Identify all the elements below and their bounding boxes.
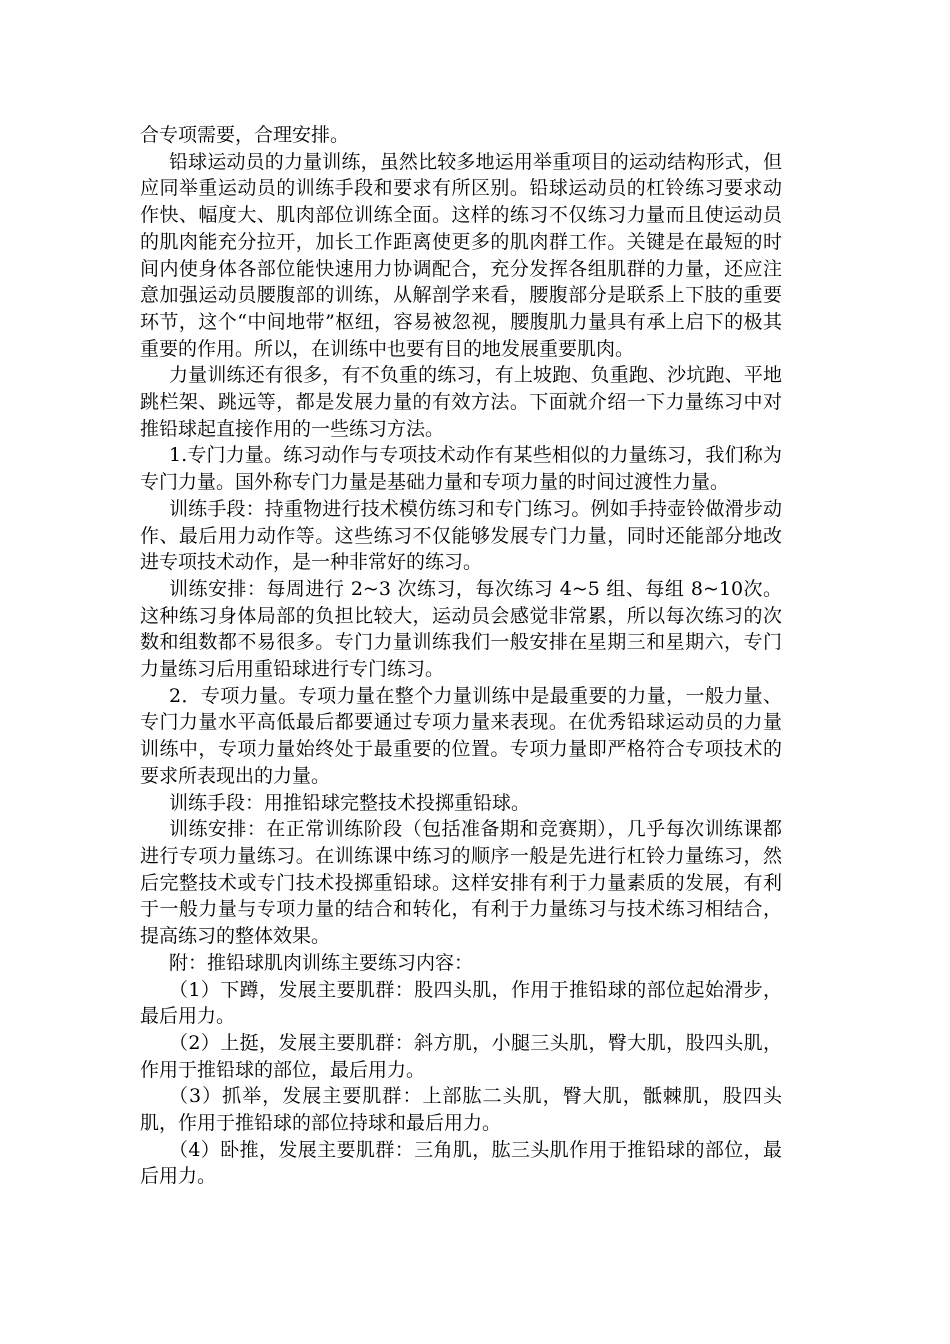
list-item-jerk: （2）上挺，发展主要肌群：斜方肌，小腿三头肌，臀大肌，股四头肌，作用于推铅球的部位，最后用力。 xyxy=(140,1031,782,1081)
paragraph-appendix-heading: 附：推铅球肌肉训练主要练习内容： xyxy=(169,951,474,974)
paragraph-other-training: 力量训练还有很多，有不负重的练习，有上坡跑、负重跑、沙坑跑、平地跳栏架、跳远等，都是发展力量的有效方法。下面就介绍一下力量练习中对推铅球起直接作用的一些练习方法。 xyxy=(140,364,782,440)
list-item-bench-press: （4）卧推，发展主要肌群：三角肌，肱三头肌作用于推铅球的部位，最后用力。 xyxy=(140,1138,782,1188)
paragraph-continuation: 合专项需要，合理安排。 xyxy=(140,124,350,146)
paragraph-special-strength: 1.专门力量。练习动作与专项技术动作有某些相似的力量练习，我们称为专门力量。国外称专门力量是基础力量和专项力量的时间过渡性力量。 xyxy=(140,444,782,494)
list-item-squat: （1）下蹲，发展主要肌群：股四头肌，作用于推铅球的部位起始滑步，最后用力。 xyxy=(140,978,782,1028)
paragraph-event-means: 训练手段：用推铅球完整技术投掷重铅球。 xyxy=(169,791,531,814)
list-item-snatch: （3）抓举，发展主要肌群：上部肱二头肌，臀大肌，骶棘肌，股四头肌，作用于推铅球的部位持球和最后用力。 xyxy=(140,1085,782,1135)
paragraph-special-schedule: 训练安排：每周进行 2~3 次练习，每次练习 4~5 组、每组 8~10次。这种练习身体局部的负担比较大，运动员会感觉非常累，所以每次练习的次数和组数都不易很多。专门力量训练我们一般安排在星期三和星期六，专门力量练习后用重铅球进行专门练习。 xyxy=(140,577,782,681)
paragraph-event-schedule: 训练安排：在正常训练阶段（包括准备期和竞赛期），几乎每次训练课都进行专项力量练习。在训练课中练习的顺序一般是先进行杠铃力量练习，然后完整技术或专门技术投掷重铅球。这样安排有利于力量素质的发展，有利于一般力量与专项力量的结合和转化，有利于力量练习与技术练习相结合，提高练习的整体效果。 xyxy=(140,818,782,948)
paragraph-strength-training-intro: 铅球运动员的力量训练，虽然比较多地运用举重项目的运动结构形式，但应同举重运动员的训练手段和要求有所区别。铅球运动员的杠铃练习要求动作快、幅度大、肌肉部位训练全面。这样的练习不仅练习力量而且使运动员的肌肉能充分拉开，加长工作距离使更多的肌肉群工作。关键是在最短的时间内使身体各部位能快速用力协调配合，充分发挥各组肌群的力量，还应注意加强运动员腰腹部的训练，从解剖学来看，腰腹部分是联系上下肢的重要环节，这个“中间地带”枢纽，容易被忽视，腰腹肌力量具有承上启下的极其重要的作用。所以，在训练中也要有目的地发展重要肌肉。 xyxy=(140,150,782,360)
paragraph-event-strength: 2．专项力量。专项力量在整个力量训练中是最重要的力量，一般力量、专门力量水平高低最后都要通过专项力量来表现。在优秀铅球运动员的力量训练中，专项力量始终处于最重要的位置。专项力量即严格符合专项技术的要求所表现出的力量。 xyxy=(140,684,782,787)
paragraph-special-means: 训练手段：持重物进行技术模仿练习和专门练习。例如手持壶铃做滑步动作、最后用力动作等。这些练习不仅能够发展专门力量，同时还能部分地改进专项技术动作，是一种非常好的练习。 xyxy=(140,497,782,574)
document-page xyxy=(140,122,782,1190)
